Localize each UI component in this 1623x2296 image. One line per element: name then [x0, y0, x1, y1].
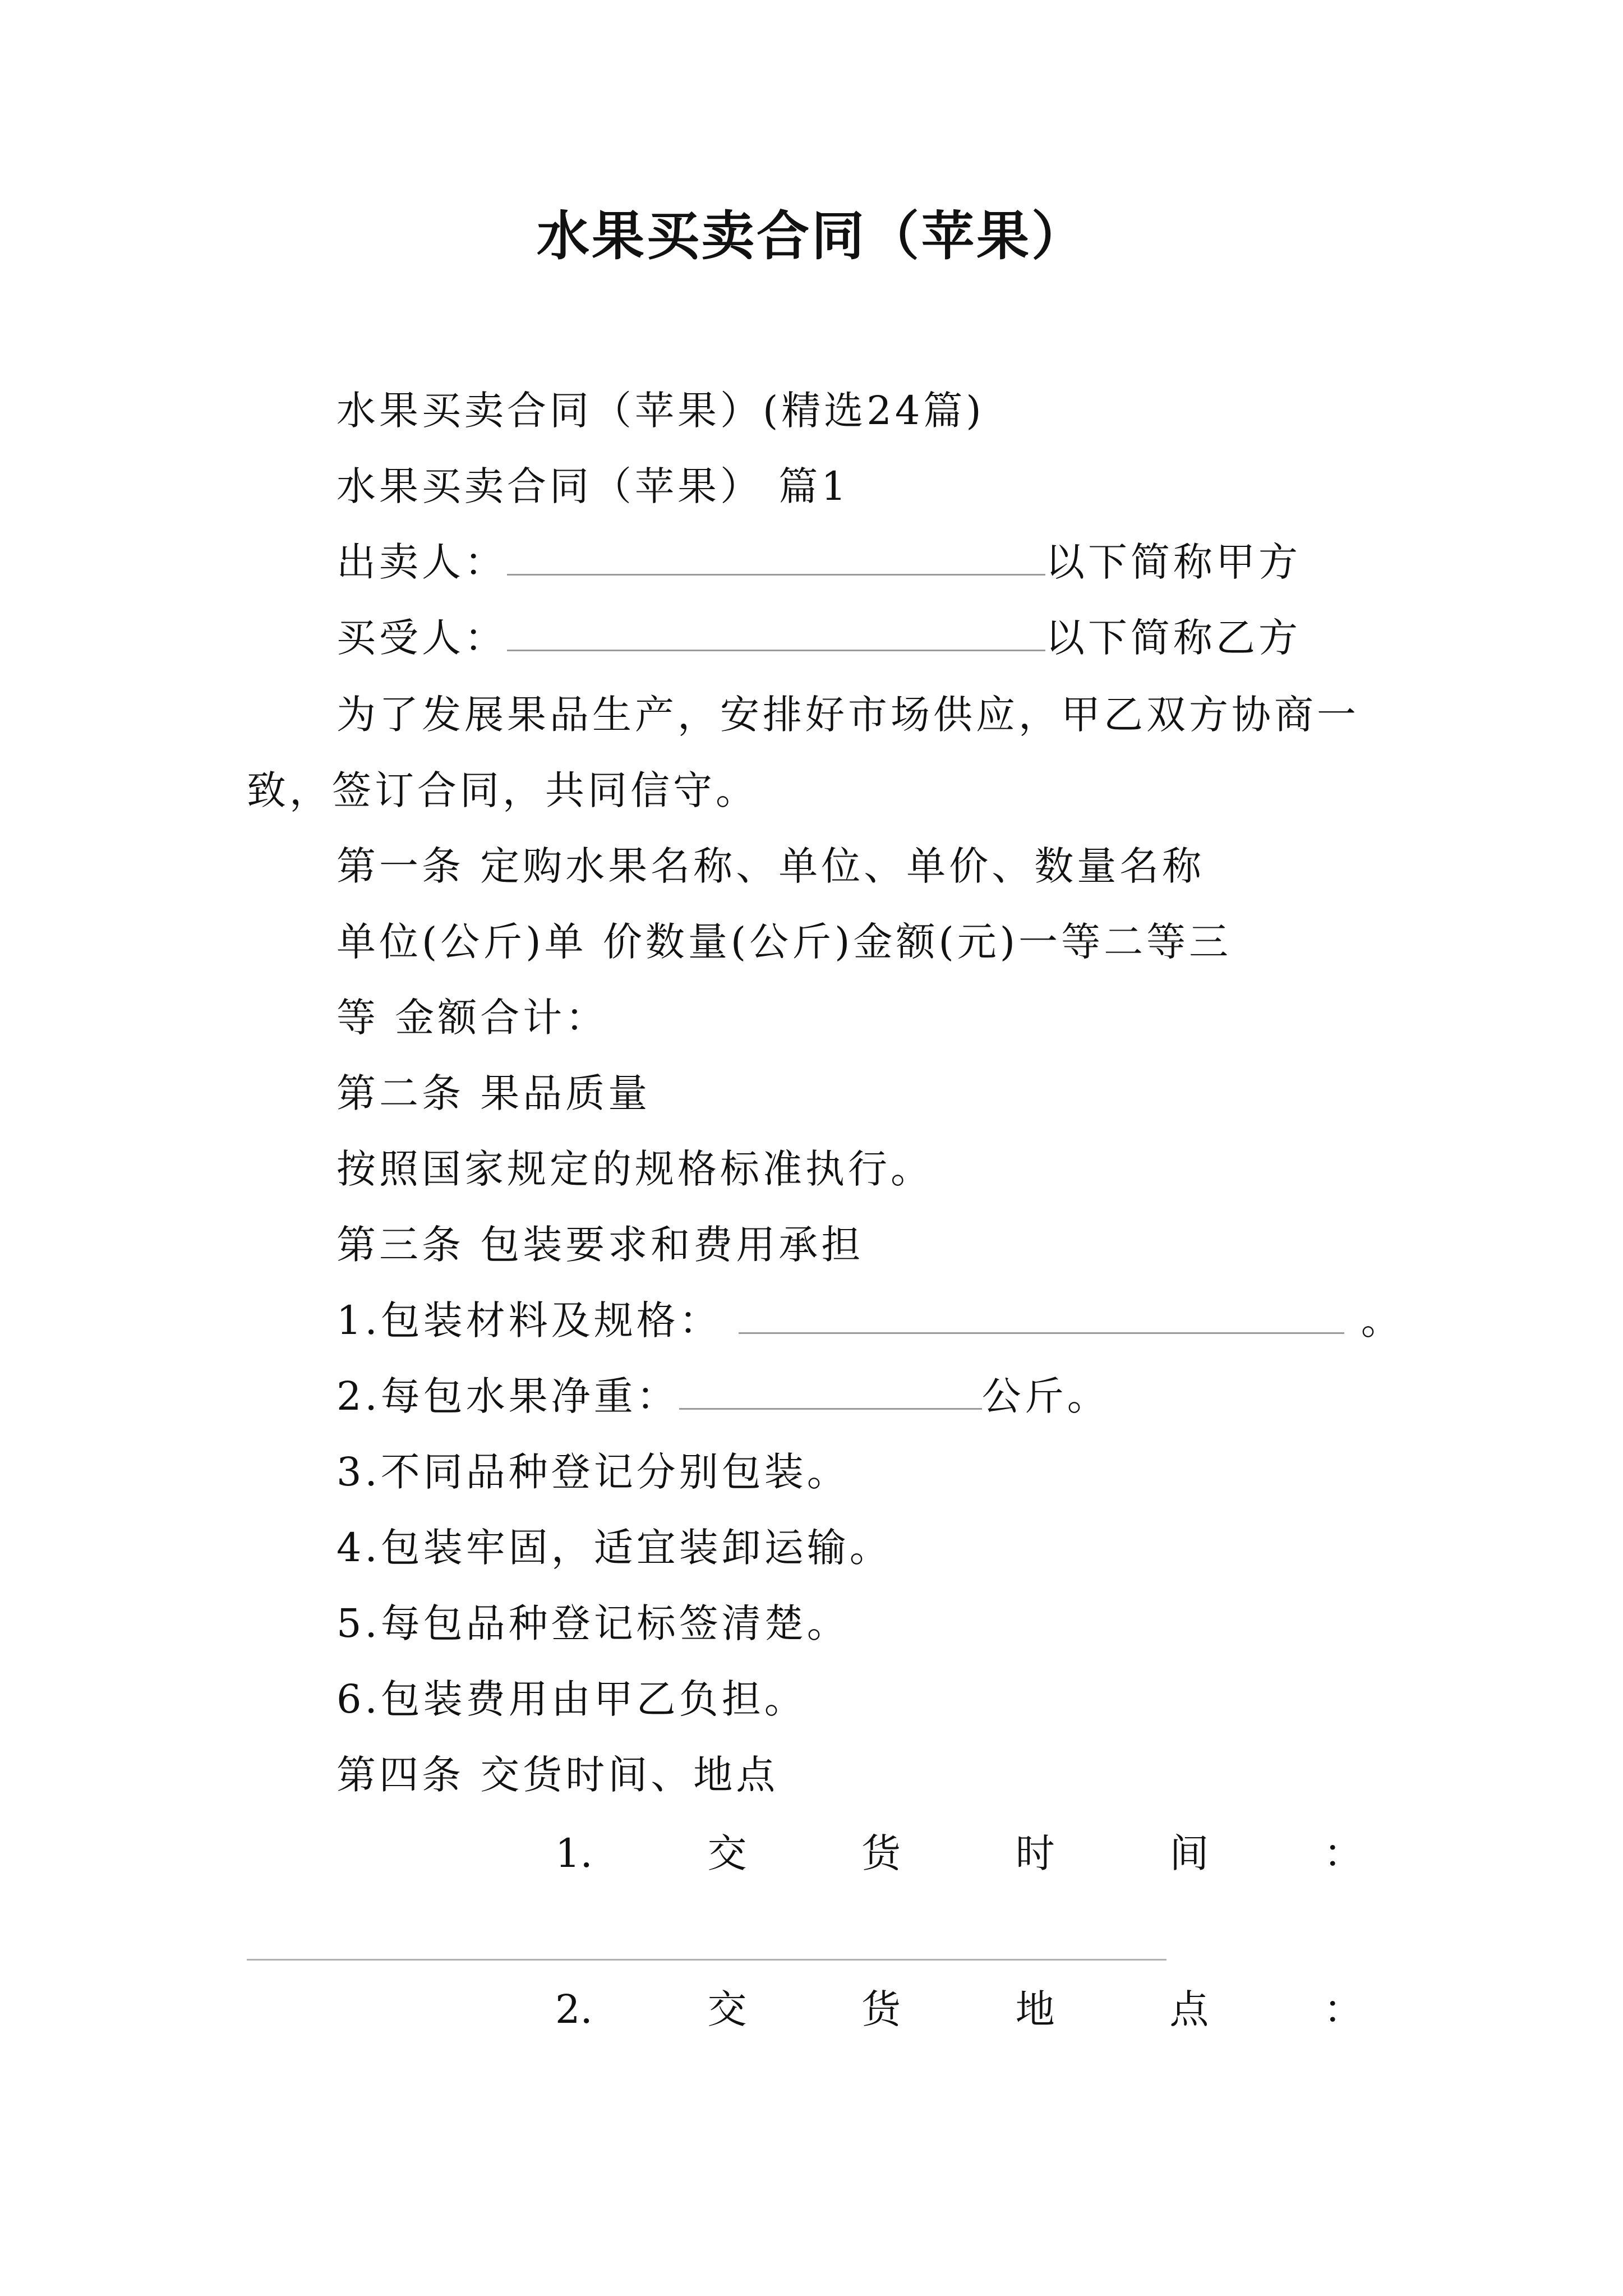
delivery-place-char: 货 — [861, 1986, 901, 2032]
packaging-item-2-unit: 公斤。 — [981, 1373, 1110, 1419]
seller-line — [336, 539, 1301, 586]
section-heading: 水果买卖合同（苹果） 篇1 — [336, 463, 850, 509]
delivery-place-char: 2. — [555, 1986, 593, 2032]
document-subtitle: 水果买卖合同（苹果）(精选24篇) — [336, 388, 985, 434]
delivery-time-char: 货 — [861, 1830, 901, 1876]
article-1-heading: 第一条 定购水果名称、单位、单价、数量名称 — [336, 843, 1205, 889]
net-weight-blank-field[interactable] — [679, 1375, 982, 1410]
delivery-place-char: ： — [1324, 1986, 1363, 2032]
intro-line-2: 致，签订合同，共同信守。 — [247, 767, 758, 813]
seller-suffix: 以下简称甲方 — [1045, 539, 1301, 585]
article-4-heading: 第四条 交货时间、地点 — [336, 1752, 779, 1798]
buyer-line — [336, 614, 1301, 661]
seller-label: 出卖人： — [336, 539, 507, 585]
article-2-heading: 第二条 果品质量 — [336, 1070, 651, 1116]
packaging-item-1-label: 1.包装材料及规格： — [336, 1297, 722, 1343]
article-1-table-line-2: 等 金额合计： — [336, 995, 608, 1041]
delivery-time-char: ： — [1324, 1830, 1363, 1876]
buyer-blank-field[interactable] — [507, 617, 1045, 651]
packaging-item-5: 5.每包品种登记标签清楚。 — [336, 1600, 850, 1646]
packaging-item-1-end: 。 — [1361, 1297, 1404, 1343]
delivery-place-line — [555, 1986, 1363, 2033]
buyer-suffix: 以下简称乙方 — [1045, 615, 1301, 661]
packaging-item-2 — [336, 1373, 1110, 1420]
article-3-heading: 第三条 包装要求和费用承担 — [336, 1222, 864, 1268]
delivery-time-char: 交 — [707, 1830, 747, 1876]
delivery-place-char: 点 — [1169, 1986, 1209, 2032]
document-title: 水果买卖合同（苹果） — [536, 205, 1086, 267]
seller-blank-field[interactable] — [507, 541, 1045, 576]
packaging-material-blank-field[interactable] — [739, 1300, 1344, 1334]
packaging-item-2-label: 2.每包水果净重： — [336, 1373, 679, 1419]
intro-line-1: 为了发展果品生产，安排好市场供应，甲乙双方协商一 — [336, 692, 1359, 738]
delivery-place-char: 交 — [707, 1986, 747, 2032]
delivery-time-char: 1. — [555, 1830, 593, 1876]
packaging-item-3: 3.不同品种登记分别包装。 — [336, 1449, 850, 1495]
delivery-time-char: 间 — [1169, 1830, 1209, 1876]
buyer-label: 买受人： — [336, 615, 507, 661]
packaging-item-1 — [336, 1297, 1404, 1344]
delivery-time-line — [555, 1830, 1363, 1877]
packaging-item-6: 6.包装费用由甲乙负担。 — [336, 1676, 807, 1722]
delivery-place-char: 地 — [1015, 1986, 1055, 2032]
delivery-time-char: 时 — [1015, 1830, 1055, 1876]
delivery-time-blank-field[interactable] — [247, 1959, 1166, 1961]
packaging-item-4: 4.包装牢固，适宜装卸运输。 — [336, 1525, 892, 1571]
article-2-body: 按照国家规定的规格标准执行。 — [336, 1146, 933, 1192]
article-1-table-line-1: 单位(公斤)单 价数量(公斤)金额(元)一等二等三 — [336, 919, 1232, 965]
